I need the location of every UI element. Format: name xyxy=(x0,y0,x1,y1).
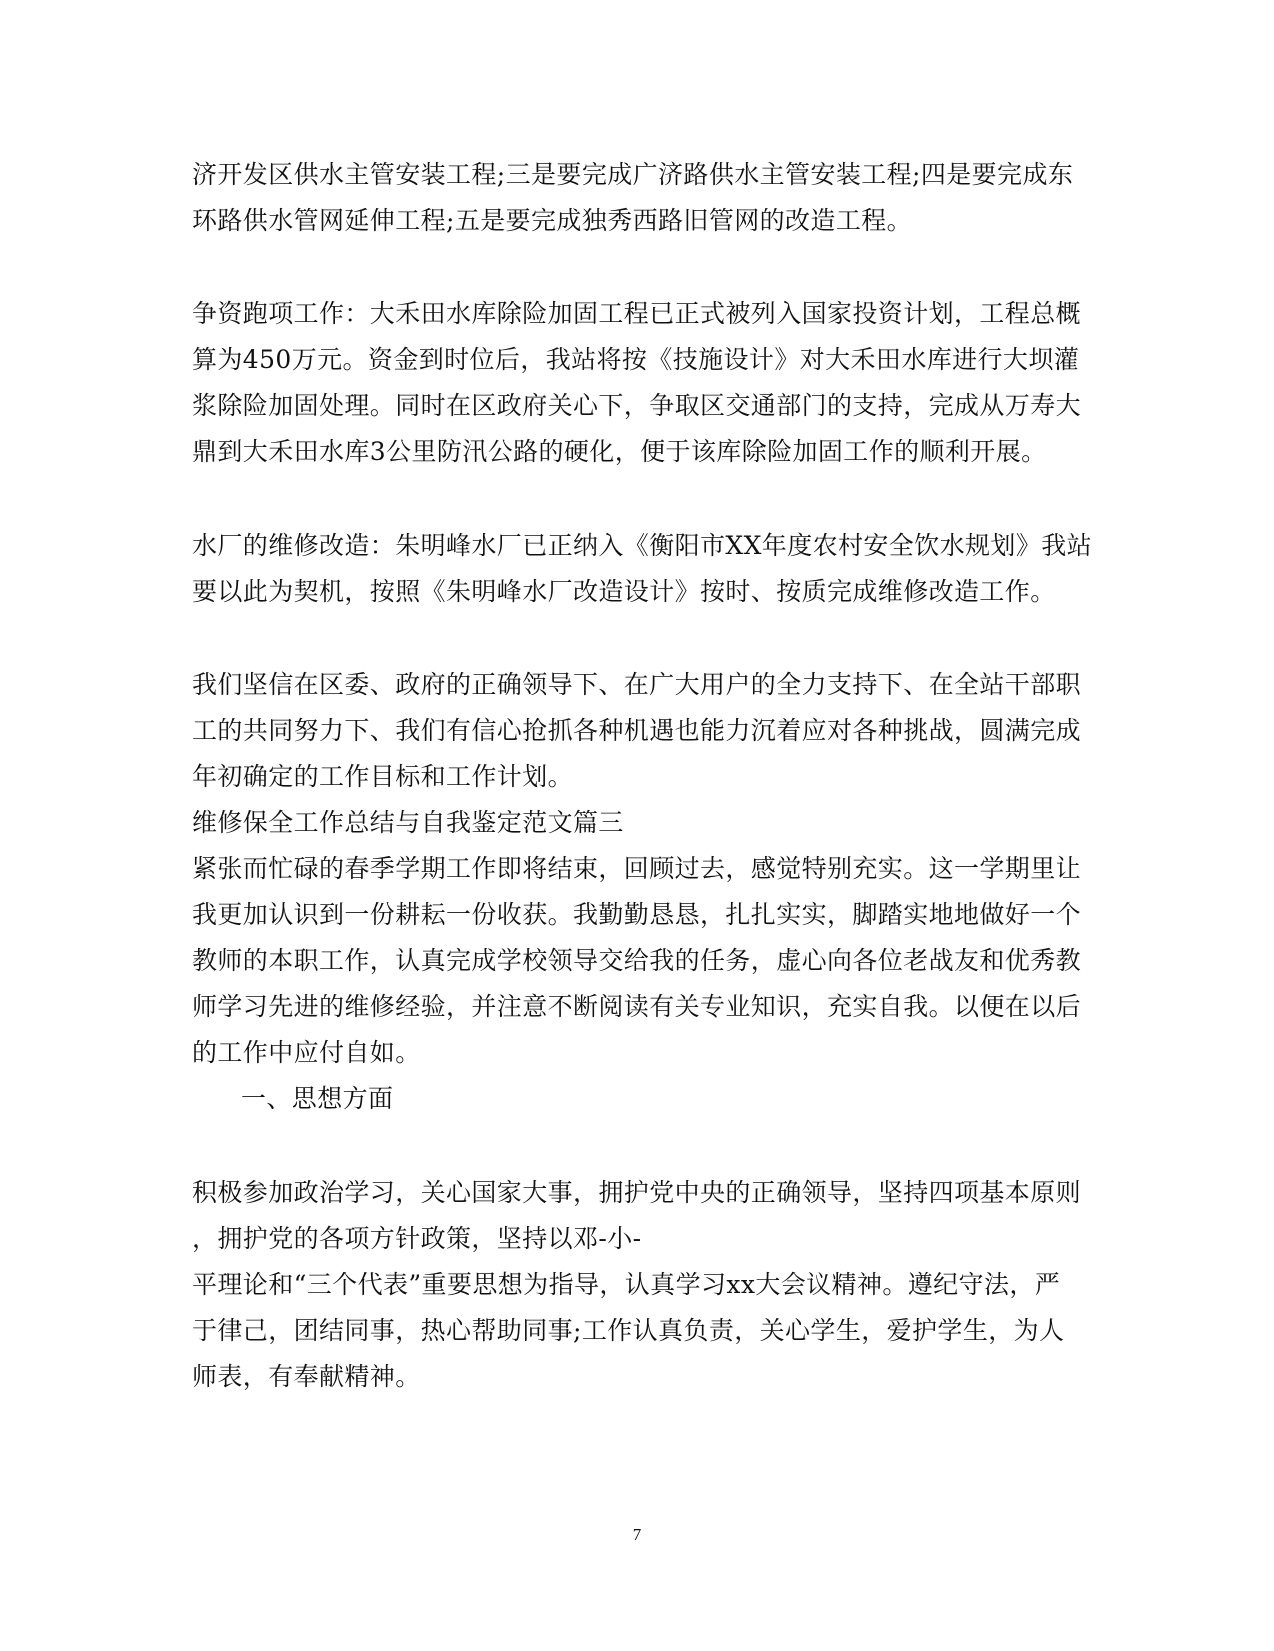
paragraph-2-line-1: 争资跑项工作：大禾田水库除险加固工程已正式被列入国家投资计划，工程总概 xyxy=(192,299,1082,328)
page-number: 7 xyxy=(632,1525,642,1544)
paragraph-5-line-1: 紧张而忙碌的春季学期工作即将结束，回顾过去，感觉特别充实。这一学期里让 xyxy=(192,854,1082,883)
paragraph-2-line-3: 浆除险加固处理。同时在区政府关心下，争取区交通部门的支持，完成从万寿大 xyxy=(192,391,1082,420)
paragraph-4-line-3: 年初确定的工作目标和工作计划。 xyxy=(192,762,574,791)
paragraph-5-line-4: 师学习先进的维修经验，并注意不断阅读有关专业知识，充实自我。以便在以后 xyxy=(192,992,1082,1021)
paragraph-6-line-1: 积极参加政治学习，关心国家大事，拥护党中央的正确领导，坚持四项基本原则 xyxy=(192,1178,1082,1207)
paragraph-5-line-3: 教师的本职工作，认真完成学校领导交给我的任务，虚心向各位老战友和优秀教 xyxy=(192,946,1082,975)
paragraph-6-line-4: 于律己，团结同事，热心帮助同事;工作认真负责，关心学生，爱护学生，为人 xyxy=(192,1316,1065,1345)
paragraph-2-line-4: 鼎到大禾田水库3公里防汛公路的硬化，便于该库除险加固工作的顺利开展。 xyxy=(192,437,1047,466)
paragraph-6-line-3: 平理论和“三个代表”重要思想为指导，认真学习xx大会议精神。遵纪守法，严 xyxy=(192,1270,1061,1299)
paragraph-5-line-2: 我更加认识到一份耕耘一份收获。我勤勤恳恳，扎扎实实，脚踏实地地做好一个 xyxy=(192,900,1082,929)
paragraph-5-line-5: 的工作中应付自如。 xyxy=(192,1038,421,1067)
paragraph-2-line-2: 算为450万元。资金到时位后，我站将按《技施设计》对大禾田水库进行大坝灌 xyxy=(192,345,1080,374)
subheading: 一、思想方面 xyxy=(241,1084,394,1113)
paragraph-1-line-1: 济开发区供水主管安装工程;三是要完成广济路供水主管安装工程;四是要完成东 xyxy=(192,160,1074,189)
paragraph-6-line-2: ，拥护党的各项方针政策，坚持以邓-小- xyxy=(192,1224,642,1253)
paragraph-6-line-5: 师表，有奉献精神。 xyxy=(192,1362,421,1391)
paragraph-1-line-2: 环路供水管网延伸工程;五是要完成独秀西路旧管网的改造工程。 xyxy=(192,206,913,235)
paragraph-4-line-1: 我们坚信在区委、政府的正确领导下、在广大用户的全力支持下、在全站干部职 xyxy=(192,670,1082,699)
section-title: 维修保全工作总结与自我鉴定范文篇三 xyxy=(192,808,624,837)
paragraph-3-line-1: 水厂的维修改造：朱明峰水厂已正纳入《衡阳市XX年度农村安全饮水规划》我站 xyxy=(192,531,1092,560)
paragraph-4-line-2: 工的共同努力下、我们有信心抢抓各种机遇也能力沉着应对各种挑战，圆满完成 xyxy=(192,716,1082,745)
paragraph-3-line-2: 要以此为契机，按照《朱明峰水厂改造设计》按时、按质完成维修改造工作。 xyxy=(192,577,1056,606)
